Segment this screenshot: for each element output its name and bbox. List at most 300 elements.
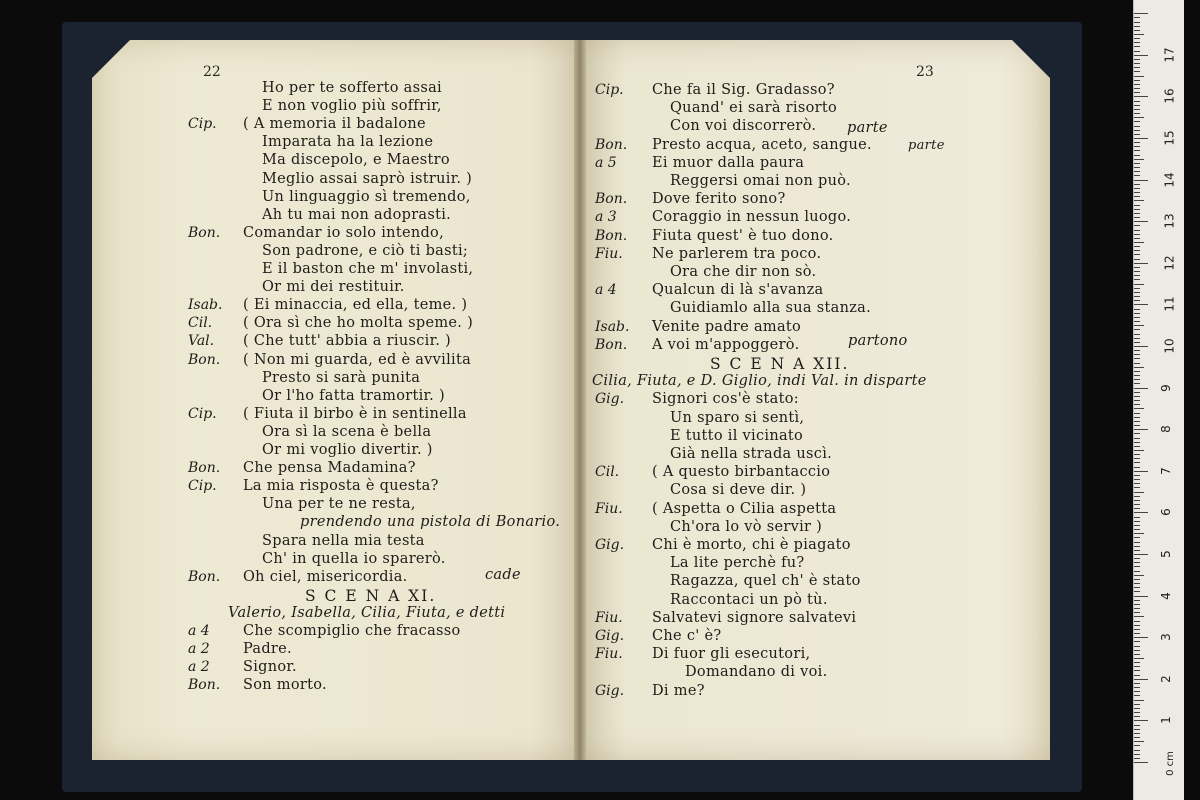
- ruler-tick: [1134, 716, 1140, 717]
- ruler-tick: [1134, 408, 1144, 409]
- ruler-tick: [1134, 284, 1144, 285]
- text-line: Meglio assai saprò istruir. ): [262, 170, 473, 187]
- ruler-tick: [1134, 34, 1144, 35]
- ruler-tick: [1134, 30, 1140, 31]
- text-line: Un sparo si sentì,: [670, 409, 805, 426]
- ruler-tick: [1134, 225, 1140, 226]
- text-line: ( Ora sì che ho molta speme. ): [243, 315, 474, 332]
- speaker-label: Cip.: [188, 405, 217, 422]
- ruler-tick: [1134, 687, 1140, 688]
- text-line: Una per te ne resta,: [262, 496, 416, 513]
- ruler-tick: [1134, 217, 1140, 218]
- ruler-tick: [1134, 670, 1140, 671]
- ruler-tick: [1134, 138, 1148, 139]
- speaker-label: Bon.: [188, 224, 221, 241]
- ruler-tick: [1134, 741, 1144, 742]
- ruler-tick: [1134, 621, 1140, 622]
- speaker-label: Fiu.: [595, 609, 623, 626]
- ruler-tick: [1134, 55, 1148, 56]
- ruler-tick: [1134, 17, 1140, 18]
- speaker-label: a 3: [595, 209, 617, 226]
- stage-direction-cade: cade: [485, 567, 521, 583]
- text-line: Fiuta quest' è tuo dono.: [652, 227, 834, 244]
- right-page-number: 23: [916, 64, 934, 80]
- ruler-tick: [1134, 375, 1140, 376]
- speaker-label: Bon.: [188, 568, 221, 585]
- ruler-tick: [1134, 367, 1144, 368]
- text-line: ( Fiuta il birbo è in sentinella: [243, 405, 467, 422]
- ruler-number: 6: [1158, 508, 1173, 517]
- ruler-tick: [1134, 213, 1140, 214]
- text-line: Or l'ho fatta tramortir. ): [262, 387, 445, 404]
- ruler-tick: [1134, 425, 1140, 426]
- ruler-tick: [1134, 596, 1148, 597]
- text-line: A voi m'appoggerò.: [652, 336, 800, 353]
- ruler-tick: [1134, 700, 1144, 701]
- ruler-tick: [1134, 188, 1140, 189]
- ruler-tick: [1134, 558, 1140, 559]
- ruler-number: 16: [1162, 88, 1177, 105]
- ruler-number: 10: [1162, 338, 1177, 354]
- text-line: Cosa si deve dir. ): [670, 482, 807, 499]
- ruler-tick: [1134, 641, 1140, 642]
- ruler-tick: [1134, 496, 1140, 497]
- ruler-tick: [1134, 346, 1148, 347]
- ruler-tick: [1134, 38, 1140, 39]
- text-line: ( Che tutt' abbia a riuscir. ): [243, 333, 451, 350]
- ruler-tick: [1134, 92, 1140, 93]
- ruler-tick: [1134, 729, 1140, 730]
- ruler-tick: [1134, 750, 1140, 751]
- ruler-number: 1: [1158, 716, 1173, 725]
- ruler-tick: [1134, 600, 1140, 601]
- left-page-number: 22: [203, 64, 221, 80]
- text-line: Comandar io solo intendo,: [243, 224, 444, 241]
- ruler-tick: [1134, 658, 1144, 659]
- ruler-tick: [1134, 192, 1140, 193]
- text-line: Quand' ei sarà risorto: [670, 100, 838, 117]
- text-line: Ora che dir non sò.: [670, 264, 817, 280]
- stage-direction-partono: partono: [848, 333, 908, 349]
- speaker-label: Bon.: [188, 677, 221, 694]
- ruler-tick: [1134, 84, 1140, 85]
- ruler-tick: [1134, 654, 1140, 655]
- ruler-tick: [1134, 300, 1140, 301]
- ruler-tick: [1134, 163, 1140, 164]
- ruler-tick: [1134, 292, 1140, 293]
- ruler-tick: [1134, 666, 1140, 667]
- ruler-tick: [1134, 80, 1140, 81]
- ruler-number: 5: [1158, 550, 1173, 558]
- text-line: Già nella strada uscì.: [670, 446, 833, 462]
- ruler-tick: [1134, 467, 1140, 468]
- text-line: ( Non mi guarda, ed è avvilita: [243, 351, 472, 368]
- ruler-tick: [1134, 421, 1140, 422]
- ruler-tick: [1134, 234, 1140, 235]
- ruler-tick: [1134, 175, 1140, 176]
- text-line: Dove ferito sono?: [652, 191, 786, 208]
- ruler-tick: [1134, 483, 1140, 484]
- ruler-tick: [1134, 392, 1140, 393]
- text-line: Spara nella mia testa: [262, 532, 425, 549]
- ruler-tick: [1134, 691, 1140, 692]
- ruler-tick: [1134, 754, 1140, 755]
- ruler-tick: [1134, 383, 1140, 384]
- ruler-tick: [1134, 683, 1140, 684]
- ruler-tick: [1134, 646, 1140, 647]
- ruler-tick: [1134, 254, 1140, 255]
- ruler-tick: [1134, 562, 1140, 563]
- speaker-label: Cil.: [188, 315, 213, 332]
- text-line: Padre.: [243, 641, 292, 658]
- ruler-tick: [1134, 433, 1140, 434]
- speaker-label: Fiu.: [595, 646, 623, 663]
- ruler-tick: [1134, 417, 1140, 418]
- ruler-tick: [1134, 354, 1140, 355]
- ruler-number: 15: [1162, 130, 1177, 146]
- ruler-tick: [1134, 712, 1140, 713]
- ruler-number: 7: [1158, 466, 1173, 475]
- ruler-tick: [1134, 413, 1140, 414]
- ruler-tick: [1134, 471, 1148, 472]
- ruler-tick: [1134, 321, 1140, 322]
- ruler-tick: [1134, 616, 1144, 617]
- ruler-tick: [1134, 304, 1148, 305]
- ruler-tick: [1134, 259, 1140, 260]
- ruler-tick: [1134, 271, 1140, 272]
- ruler-tick: [1134, 462, 1140, 463]
- text-line: Ch' in quella io sparerò.: [262, 550, 446, 567]
- ruler-tick: [1134, 737, 1140, 738]
- ruler-unit: 0 cm: [1164, 751, 1176, 776]
- ruler-tick: [1134, 117, 1144, 118]
- text-line: Reggersi omai non può.: [670, 173, 851, 189]
- ruler-tick: [1134, 22, 1140, 23]
- ruler-tick: [1134, 504, 1140, 505]
- ruler-number: 9: [1158, 383, 1173, 392]
- speaker-label: Fiu.: [595, 245, 623, 262]
- ruler-tick: [1134, 662, 1140, 663]
- ruler-tick: [1134, 146, 1140, 147]
- ruler-tick: [1134, 238, 1140, 239]
- ruler-tick: [1134, 325, 1144, 326]
- ruler-tick: [1134, 121, 1140, 122]
- stage-direction-parte-2: parte: [908, 138, 945, 153]
- text-line: Cilia, Fiuta, e D. Giglio, indi Val. in disparte: [592, 373, 927, 390]
- ruler-tick: [1134, 675, 1140, 676]
- ruler-tick: [1134, 209, 1140, 210]
- ruler-tick: [1134, 396, 1140, 397]
- speaker-label: a 4: [188, 623, 210, 639]
- ruler-tick: [1134, 196, 1140, 197]
- ruler-tick: [1134, 629, 1140, 630]
- ruler-tick: [1134, 733, 1140, 734]
- ruler-tick: [1134, 758, 1140, 759]
- ruler-number: 17: [1162, 47, 1177, 63]
- ruler-tick: [1134, 76, 1144, 77]
- ruler-tick: [1134, 695, 1140, 696]
- speaker-label: Bon.: [595, 336, 628, 353]
- ruler-number: 2: [1158, 674, 1173, 683]
- ruler-tick: [1134, 604, 1140, 605]
- speaker-label: Bon.: [595, 227, 628, 244]
- text-line: Guidiamlo alla sua stanza.: [670, 300, 872, 317]
- ruler-tick: [1134, 500, 1140, 501]
- ruler-tick: [1134, 725, 1140, 726]
- ruler-tick: [1134, 221, 1148, 222]
- ruler-tick: [1134, 363, 1140, 364]
- ruler-tick: [1134, 26, 1140, 27]
- ruler-tick: [1134, 479, 1140, 480]
- text-line: Presto acqua, aceto, sangue.: [652, 136, 872, 153]
- speaker-label: Bon.: [595, 191, 628, 208]
- ruler-tick: [1134, 512, 1148, 513]
- text-line: ( A questo birbantaccio: [652, 464, 831, 481]
- ruler-tick: [1134, 159, 1144, 160]
- speaker-label: Cip.: [188, 478, 217, 495]
- ruler-tick: [1134, 608, 1140, 609]
- ruler-tick: [1134, 67, 1140, 68]
- speaker-label: Cil.: [595, 464, 620, 481]
- ruler-tick: [1134, 184, 1140, 185]
- speaker-label: a 4: [595, 282, 617, 299]
- ruler-tick: [1134, 458, 1140, 459]
- ruler-tick: [1134, 583, 1140, 584]
- ruler-tick: [1134, 142, 1140, 143]
- ruler-tick: [1134, 96, 1148, 97]
- ruler-number: 11: [1162, 296, 1177, 313]
- ruler-tick: [1134, 358, 1140, 359]
- text-line: S C E N A XI.: [305, 586, 437, 605]
- ruler-tick: [1134, 263, 1148, 264]
- ruler-tick: [1134, 533, 1144, 534]
- text-line: Imparata ha la lezione: [262, 134, 434, 151]
- speaker-label: Isab.: [188, 297, 223, 314]
- ruler-tick: [1134, 155, 1140, 156]
- ruler-tick: [1134, 309, 1140, 310]
- speaker-label: Fiu.: [595, 500, 623, 517]
- ruler-tick: [1134, 180, 1148, 181]
- ruler-tick: [1134, 109, 1140, 110]
- ruler-tick: [1134, 637, 1148, 638]
- text-line: Con voi discorrerò.: [670, 118, 817, 135]
- ruler-tick: [1134, 591, 1140, 592]
- stage-direction-parte-1: parte: [847, 120, 888, 136]
- ruler-tick: [1134, 537, 1140, 538]
- ruler-tick: [1134, 492, 1144, 493]
- ruler-number: 8: [1158, 425, 1173, 434]
- ruler-tick: [1134, 105, 1140, 106]
- speaker-label: Cip.: [595, 82, 624, 98]
- text-line: Di fuor gli esecutori,: [652, 646, 811, 663]
- speaker-label: Bon.: [188, 460, 221, 477]
- text-line: ( A memoria il badalone: [243, 116, 426, 133]
- text-line: Son padrone, e ciò ti basti;: [262, 242, 469, 259]
- text-line: Oh ciel, misericordia.: [243, 568, 408, 585]
- text-line: prendendo una pistola di Bonario.: [300, 514, 561, 531]
- ruler-tick: [1134, 575, 1144, 576]
- ruler-tick: [1134, 167, 1140, 168]
- speaker-label: a 2: [188, 641, 210, 658]
- ruler-tick: [1134, 633, 1140, 634]
- ruler-tick: [1134, 13, 1148, 14]
- text-line: ( Aspetta o Cilia aspetta: [652, 500, 837, 517]
- ruler-number: 12: [1162, 255, 1177, 271]
- ruler-tick: [1134, 113, 1140, 114]
- ruler-tick: [1134, 350, 1140, 351]
- ruler-tick: [1134, 745, 1140, 746]
- text-line: Signori cos'è stato:: [652, 391, 799, 408]
- text-line: Ma discepolo, e Maestro: [262, 152, 450, 169]
- ruler-tick: [1134, 571, 1140, 572]
- ruler-tick: [1134, 267, 1140, 268]
- text-line: Che fa il Sig. Gradasso?: [652, 82, 835, 98]
- text-line: Che scompiglio che fracasso: [243, 623, 461, 639]
- ruler-number: 13: [1162, 213, 1177, 229]
- speaker-label: Gig.: [595, 391, 625, 408]
- ruler-tick: [1134, 625, 1140, 626]
- text-line: Che c' è?: [652, 628, 722, 644]
- ruler-tick: [1134, 130, 1140, 131]
- ruler-tick: [1134, 438, 1140, 439]
- speaker-label: Gig.: [595, 537, 625, 553]
- ruler-tick: [1134, 334, 1140, 335]
- ruler-tick: [1134, 529, 1140, 530]
- text-line: Coraggio in nessun luogo.: [652, 209, 852, 226]
- ruler-tick: [1134, 296, 1140, 297]
- ruler-tick: [1134, 650, 1140, 651]
- ruler-tick: [1134, 317, 1140, 318]
- ruler-tick: [1134, 230, 1140, 231]
- ruler-tick: [1134, 525, 1140, 526]
- text-line: Domandano di voi.: [685, 664, 828, 681]
- ruler-tick: [1134, 429, 1148, 430]
- text-line: La mia risposta è questa?: [243, 478, 439, 495]
- ruler-tick: [1134, 442, 1140, 443]
- ruler-tick: [1134, 720, 1148, 721]
- ruler-tick: [1134, 679, 1148, 680]
- ruler-tick: [1134, 42, 1140, 43]
- ruler-tick: [1134, 275, 1140, 276]
- text-line: Or mi dei restituir.: [262, 279, 405, 296]
- ruler-tick: [1134, 200, 1144, 201]
- ruler-tick: [1134, 101, 1140, 102]
- speaker-label: a 5: [595, 154, 617, 171]
- text-line: E il baston che m' involasti,: [262, 261, 474, 277]
- ruler-tick: [1134, 704, 1140, 705]
- ruler-tick: [1134, 579, 1140, 580]
- ruler-tick: [1134, 242, 1144, 243]
- ruler-tick: [1134, 288, 1140, 289]
- ruler-tick: [1134, 59, 1140, 60]
- speaker-label: Bon.: [595, 136, 628, 153]
- text-line: Presto si sarà punita: [262, 369, 421, 386]
- text-line: E non voglio più soffrir,: [262, 98, 442, 115]
- text-line: Salvatevi signore salvatevi: [652, 609, 857, 626]
- text-line: Qualcun di là s'avanza: [652, 282, 824, 299]
- text-line: Ne parlerem tra poco.: [652, 245, 822, 262]
- ruler-tick: [1134, 612, 1140, 613]
- ruler-tick: [1134, 171, 1140, 172]
- ruler-number: 3: [1158, 633, 1173, 642]
- ruler-tick: [1134, 63, 1140, 64]
- ruler-tick: [1134, 517, 1140, 518]
- text-line: Venite padre amato: [652, 318, 802, 335]
- ruler-tick: [1134, 587, 1140, 588]
- book-gutter: [574, 40, 586, 760]
- ruler-tick: [1134, 508, 1140, 509]
- ruler-tick: [1134, 566, 1140, 567]
- ruler-tick: [1134, 708, 1140, 709]
- ruler-tick: [1134, 542, 1140, 543]
- ruler-tick: [1134, 250, 1140, 251]
- text-line: Raccontaci un pò tù.: [670, 591, 828, 608]
- text-line: S C E N A XII.: [710, 355, 850, 373]
- ruler-number: 14: [1162, 171, 1177, 188]
- text-line: Ch'ora lo vò servir ): [670, 518, 823, 535]
- speaker-label: Val.: [188, 333, 215, 350]
- text-line: Ora sì la scena è bella: [262, 423, 432, 440]
- text-line: Ragazza, quel ch' è stato: [670, 573, 861, 590]
- text-line: Che pensa Madamina?: [243, 460, 416, 477]
- ruler-tick: [1134, 88, 1140, 89]
- ruler-tick: [1134, 71, 1140, 72]
- ruler-tick: [1134, 246, 1140, 247]
- right-page-corner: [1012, 40, 1050, 78]
- text-line: Valerio, Isabella, Cilia, Fiuta, e detti: [228, 604, 506, 621]
- text-line: Signor.: [243, 659, 297, 676]
- ruler-tick: [1134, 400, 1140, 401]
- text-line: Son morto.: [243, 677, 327, 694]
- text-line: Un linguaggio sì tremendo,: [262, 188, 471, 205]
- measuring-ruler: [1133, 0, 1184, 800]
- ruler-tick: [1134, 46, 1140, 47]
- ruler-tick: [1134, 487, 1140, 488]
- speaker-label: Gig.: [595, 682, 625, 699]
- ruler-tick: [1134, 521, 1140, 522]
- text-line: Di me?: [652, 682, 705, 699]
- speaker-label: Gig.: [595, 628, 625, 644]
- ruler-tick: [1134, 342, 1140, 343]
- ruler-tick: [1134, 475, 1140, 476]
- ruler-tick: [1134, 279, 1140, 280]
- speaker-label: Cip.: [188, 116, 217, 133]
- ruler-tick: [1134, 454, 1140, 455]
- ruler-tick: [1134, 546, 1140, 547]
- speaker-label: a 2: [188, 659, 210, 676]
- text-line: La lite perchè fu?: [670, 555, 805, 572]
- ruler-tick: [1134, 446, 1140, 447]
- ruler-tick: [1134, 371, 1140, 372]
- text-line: Ei muor dalla paura: [652, 154, 805, 171]
- ruler-tick: [1134, 134, 1140, 135]
- ruler-tick: [1134, 554, 1148, 555]
- text-line: Chi è morto, chi è piagato: [652, 537, 851, 553]
- ruler-tick: [1134, 313, 1140, 314]
- ruler-tick: [1134, 205, 1140, 206]
- left-page-corner: [92, 40, 130, 78]
- ruler-number: 4: [1158, 591, 1173, 600]
- text-line: ( Ei minaccia, ed ella, teme. ): [243, 297, 468, 314]
- ruler-tick: [1134, 126, 1140, 127]
- ruler-tick: [1134, 338, 1140, 339]
- ruler-tick: [1134, 379, 1140, 380]
- ruler-tick: [1134, 51, 1140, 52]
- text-line: Or mi voglio divertir. ): [262, 442, 433, 458]
- ruler-tick: [1134, 150, 1140, 151]
- text-line: Ah tu mai non adoprasti.: [262, 206, 452, 223]
- speaker-label: Isab.: [595, 318, 630, 335]
